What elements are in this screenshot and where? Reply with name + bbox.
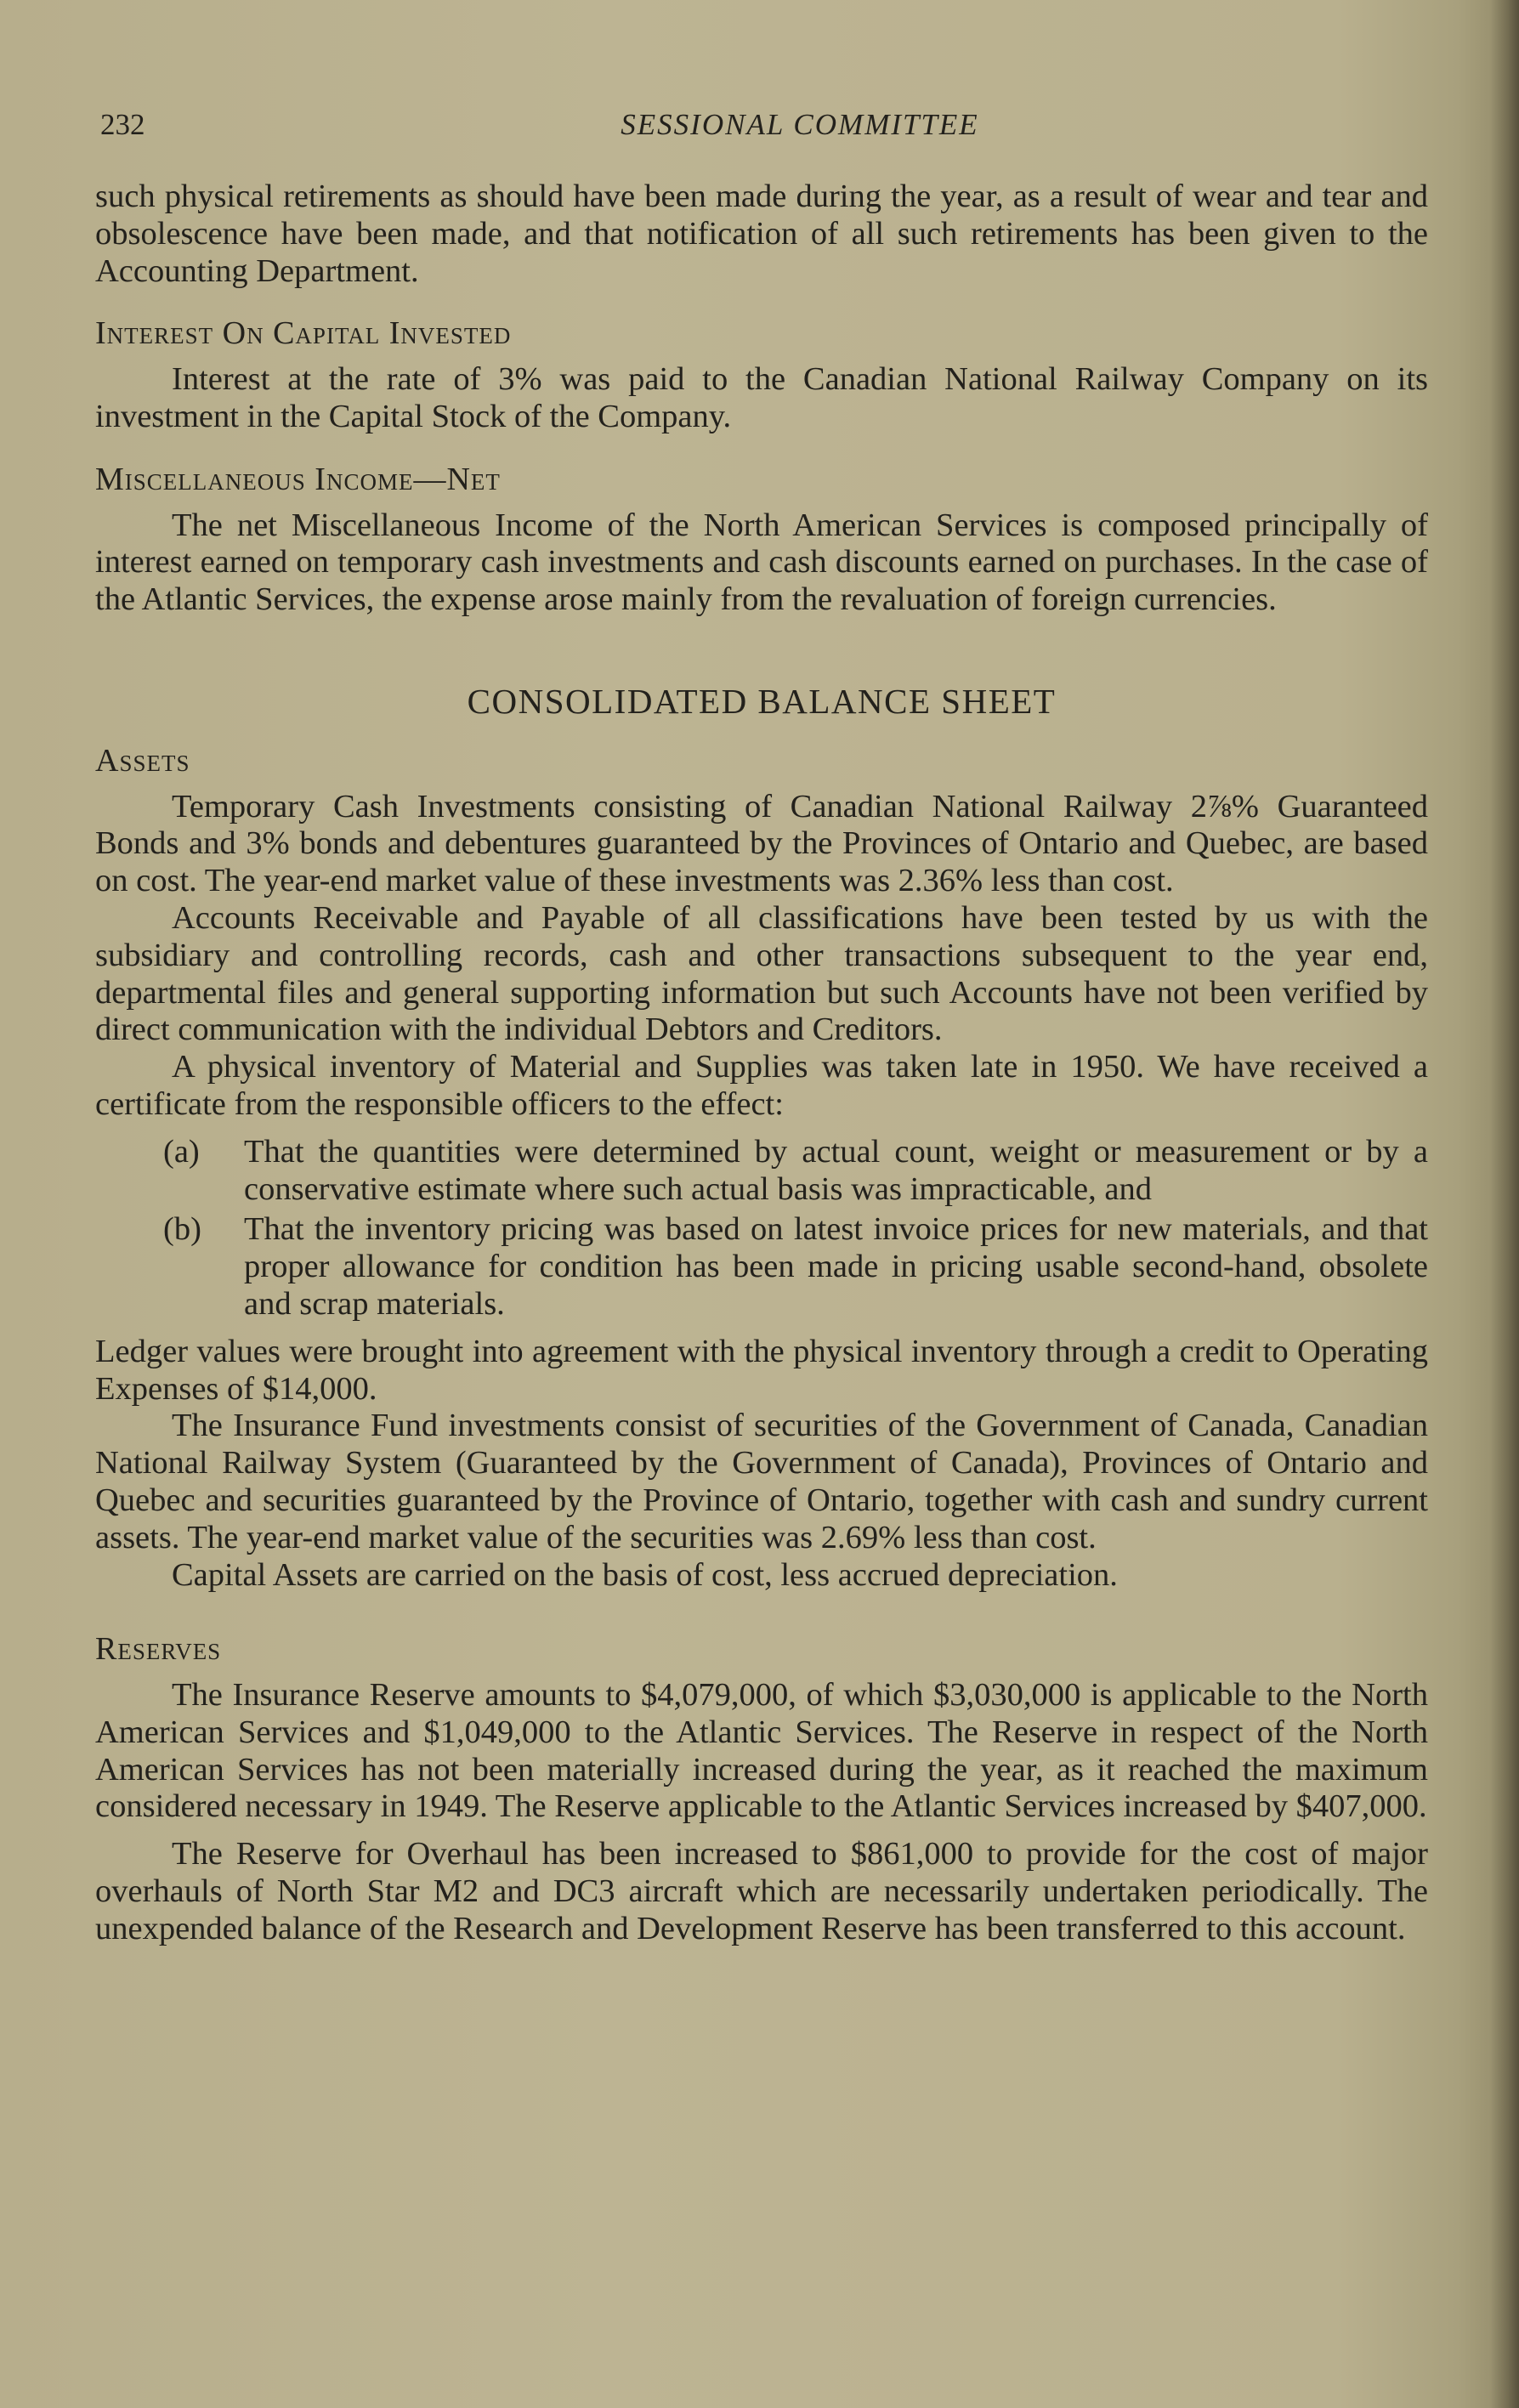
interest-heading: Interest On Capital Invested <box>95 315 512 352</box>
list-text: That the quantities were determined by actual count, weight or measurement or by a conservative estimate where such actual basis was impracticable, and <box>244 1133 1428 1207</box>
insurance-reserve-paragraph: The Insurance Reserve amounts to $4,079,000, of which $3,030,000 is applicable to the North American Services and $1,049,000 to the Atlantic Services. The Reserve in respect of the North American Services has not been materially increased during the year, as it reached the maximum considered necessary in 1949. The Reserve applicable to the Atlantic Services increased by $407,000. <box>95 1677 1428 1825</box>
balance-sheet-title: CONSOLIDATED BALANCE SHEET <box>467 681 1057 721</box>
list-label: (b) <box>163 1211 201 1248</box>
assets-heading: Assets <box>95 742 190 779</box>
running-head <box>95 104 1428 146</box>
misc-income-paragraph: The net Miscellaneous Income of the North American Services is composed principally of interest earned on temporary cash investments and cash discounts earned on purchases. In the case of the Atlantic Services, the expense arose mainly from the revaluation of foreign currencies. <box>95 507 1428 618</box>
reserves-heading: Reserves <box>95 1631 222 1668</box>
interest-paragraph: Interest at the rate of 3% was paid to the Canadian National Railway Company on its investment in the Capital Stock of the Company. <box>95 361 1428 434</box>
list-item <box>95 1211 1428 1323</box>
ledger-paragraph: Ledger values were brought into agreement with the physical inventory through a credit to Operating Expenses of $14,000. <box>95 1333 1428 1407</box>
list-item <box>95 1134 1428 1209</box>
insurance-fund-paragraph: The Insurance Fund investments consist of securities of the Government of Canada, Canadian National Railway System (Guaranteed by the Government of Canada), Provinces of Ontario and Quebec and securities guaranteed by the Province of Ontario, together with cash and sundry current assets. The year-end market value of the securities was 2.69% less than cost. <box>95 1408 1428 1555</box>
body-text <box>95 178 1428 1948</box>
capital-assets-paragraph: Capital Assets are carried on the basis of cost, less accrued depreciation. <box>172 1556 1118 1593</box>
accounts-paragraph: Accounts Receivable and Payable of all classifications have been tested by us with the subsidiary and controlling records, cash and other transactions subsequent to the year end, departmental files and general supporting information but such Accounts have not been verified by direct communication with the individual Debtors and Creditors. <box>95 899 1428 1048</box>
running-title: SESSIONAL COMMITTEE <box>621 108 979 141</box>
list-text: That the inventory pricing was based on latest invoice prices for new materials, and that proper allowance for condition has been made in pricing usable second-hand, obsolete and scrap materials. <box>244 1211 1428 1322</box>
overhaul-paragraph: The Reserve for Overhaul has been increased to $861,000 to provide for the cost of major overhauls of North Star M2 and DC3 aircraft which are necessarily undertaken periodically. The unexpended balance of the Research and Development Reserve has been transferred to this account. <box>95 1836 1428 1946</box>
misc-income-heading: Miscellaneous Income—Net <box>95 461 501 497</box>
temporary-cash-paragraph: Temporary Cash Investments consisting of Canadian National Railway 2⅞% Guaranteed Bonds and 3% bonds and debentures guaranteed by the Provinces of Ontario and Quebec, are based on cost. The year-end market value of these investments was 2.36% less than cost. <box>95 788 1428 899</box>
list-label: (a) <box>163 1133 200 1170</box>
inventory-paragraph: A physical inventory of Material and Supplies was taken late in 1950. We have received a certificate from the responsible officers to the effect: <box>95 1049 1428 1122</box>
intro-paragraph: such physical retirements as should have been made during the year, as a result of wear and tear and obsolescence have been made, and that notification of all such retirements has been given to the Accounting Department. <box>95 178 1428 289</box>
page-number: 232 <box>100 108 145 141</box>
